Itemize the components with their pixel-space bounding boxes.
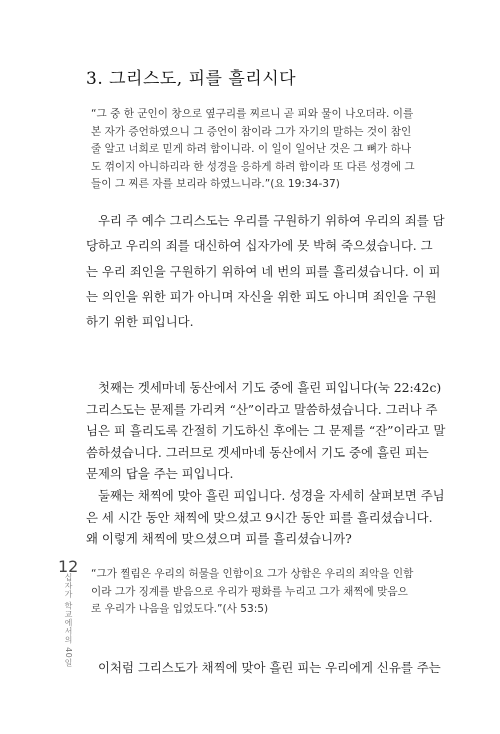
quote-line: 줄 알고 너희로 믿게 하려 함이니라. 이 일이 일어난 것은 그 뼈가 하나	[91, 143, 412, 156]
paragraph-line: 은 세 시간 동안 채찍에 맞으셨고 9시간 동안 피를 흘리셨습니다.	[86, 509, 433, 525]
scripture-quote-john	[91, 106, 443, 194]
paragraph-line: 왜 이렇게 채찍에 맞으셨으며 피를 흘리셨습니까?	[86, 531, 352, 547]
paragraph-line: 첫째는 겟세마네 동산에서 기도 중에 흘린 피입니다(눅 22:42c)	[98, 380, 442, 395]
quote-line: “그 중 한 군인이 창으로 옆구리를 찌르니 곧 피와 물이 나오더라. 이를	[91, 108, 414, 120]
paragraph-line: 우리 주 예수 그리스도는 우리를 구원하기 위하여 우리의 죄를 담	[98, 213, 445, 228]
paragraph-line: 둘째는 채찍에 맞아 흘린 피입니다. 성경을 자세히 살펴보면 주님	[98, 487, 445, 503]
paragraph-line: 씀하셨습니다. 그러므로 겟세마네 동산에서 기도 중에 흘린 피는	[86, 444, 429, 460]
paragraph-line: 님은 피 흘리도록 간절히 기도하신 후에는 그 문제를 “잔”이라고 말	[86, 423, 446, 439]
section-heading: 3. 그리스도, 피를 흘리시다	[86, 69, 297, 89]
body-paragraph-continued	[86, 657, 446, 679]
quote-line: 들이 그 찌른 자를 보리라 하였느니라.”(요 19:34-37)	[91, 178, 340, 191]
quote-line: 본 자가 증언하였으니 그 증언이 참이라 그가 자기의 말하는 것이 참인	[91, 125, 412, 138]
quote-line: 로 우리가 나음을 입었도다.”(사 53:5)	[91, 603, 269, 616]
paragraph-line: 는 우리 죄인을 구원하기 위하여 네 번의 피를 흘리셨습니다. 이 피	[86, 263, 441, 279]
quote-line: “그가 찔림은 우리의 허물을 인함이요 그가 상함은 우리의 죄악을 인함	[91, 568, 414, 580]
paragraph-line: 그리스도는 문제를 가리켜 “산”이라고 말씀하셨습니다. 그러나 주	[86, 401, 438, 417]
quote-line: 도 꺾이지 아니하리라 한 성경을 응하게 하려 함이라 또 다른 성경에 그	[91, 160, 415, 173]
quote-line: 이라 그가 징계를 받음으로 우리가 평화를 누리고 그가 채찍에 맞음으	[91, 585, 408, 598]
paragraph-line: 하기 위한 피입니다.	[86, 314, 194, 330]
paragraph-line: 당하고 우리의 죄를 대신하여 십자가에 못 박혀 죽으셨습니다. 그	[86, 238, 433, 254]
body-paragraph-intro	[86, 208, 446, 334]
page-number: 12	[58, 557, 79, 576]
paragraph-line: 이처럼 그리스도가 채찍에 맞아 흘린 피는 우리에게 신유를 주는	[98, 660, 441, 675]
paragraph-line: 문제의 답을 주는 피입니다.	[86, 466, 234, 482]
running-title: 십자가 학교에서의 40일	[64, 573, 73, 667]
scripture-quote-isaiah	[91, 566, 443, 619]
body-paragraph-points	[86, 377, 446, 550]
paragraph-line: 는 의인을 위한 피가 아니며 자신을 위한 피도 아니며 죄인을 구원	[86, 288, 437, 304]
